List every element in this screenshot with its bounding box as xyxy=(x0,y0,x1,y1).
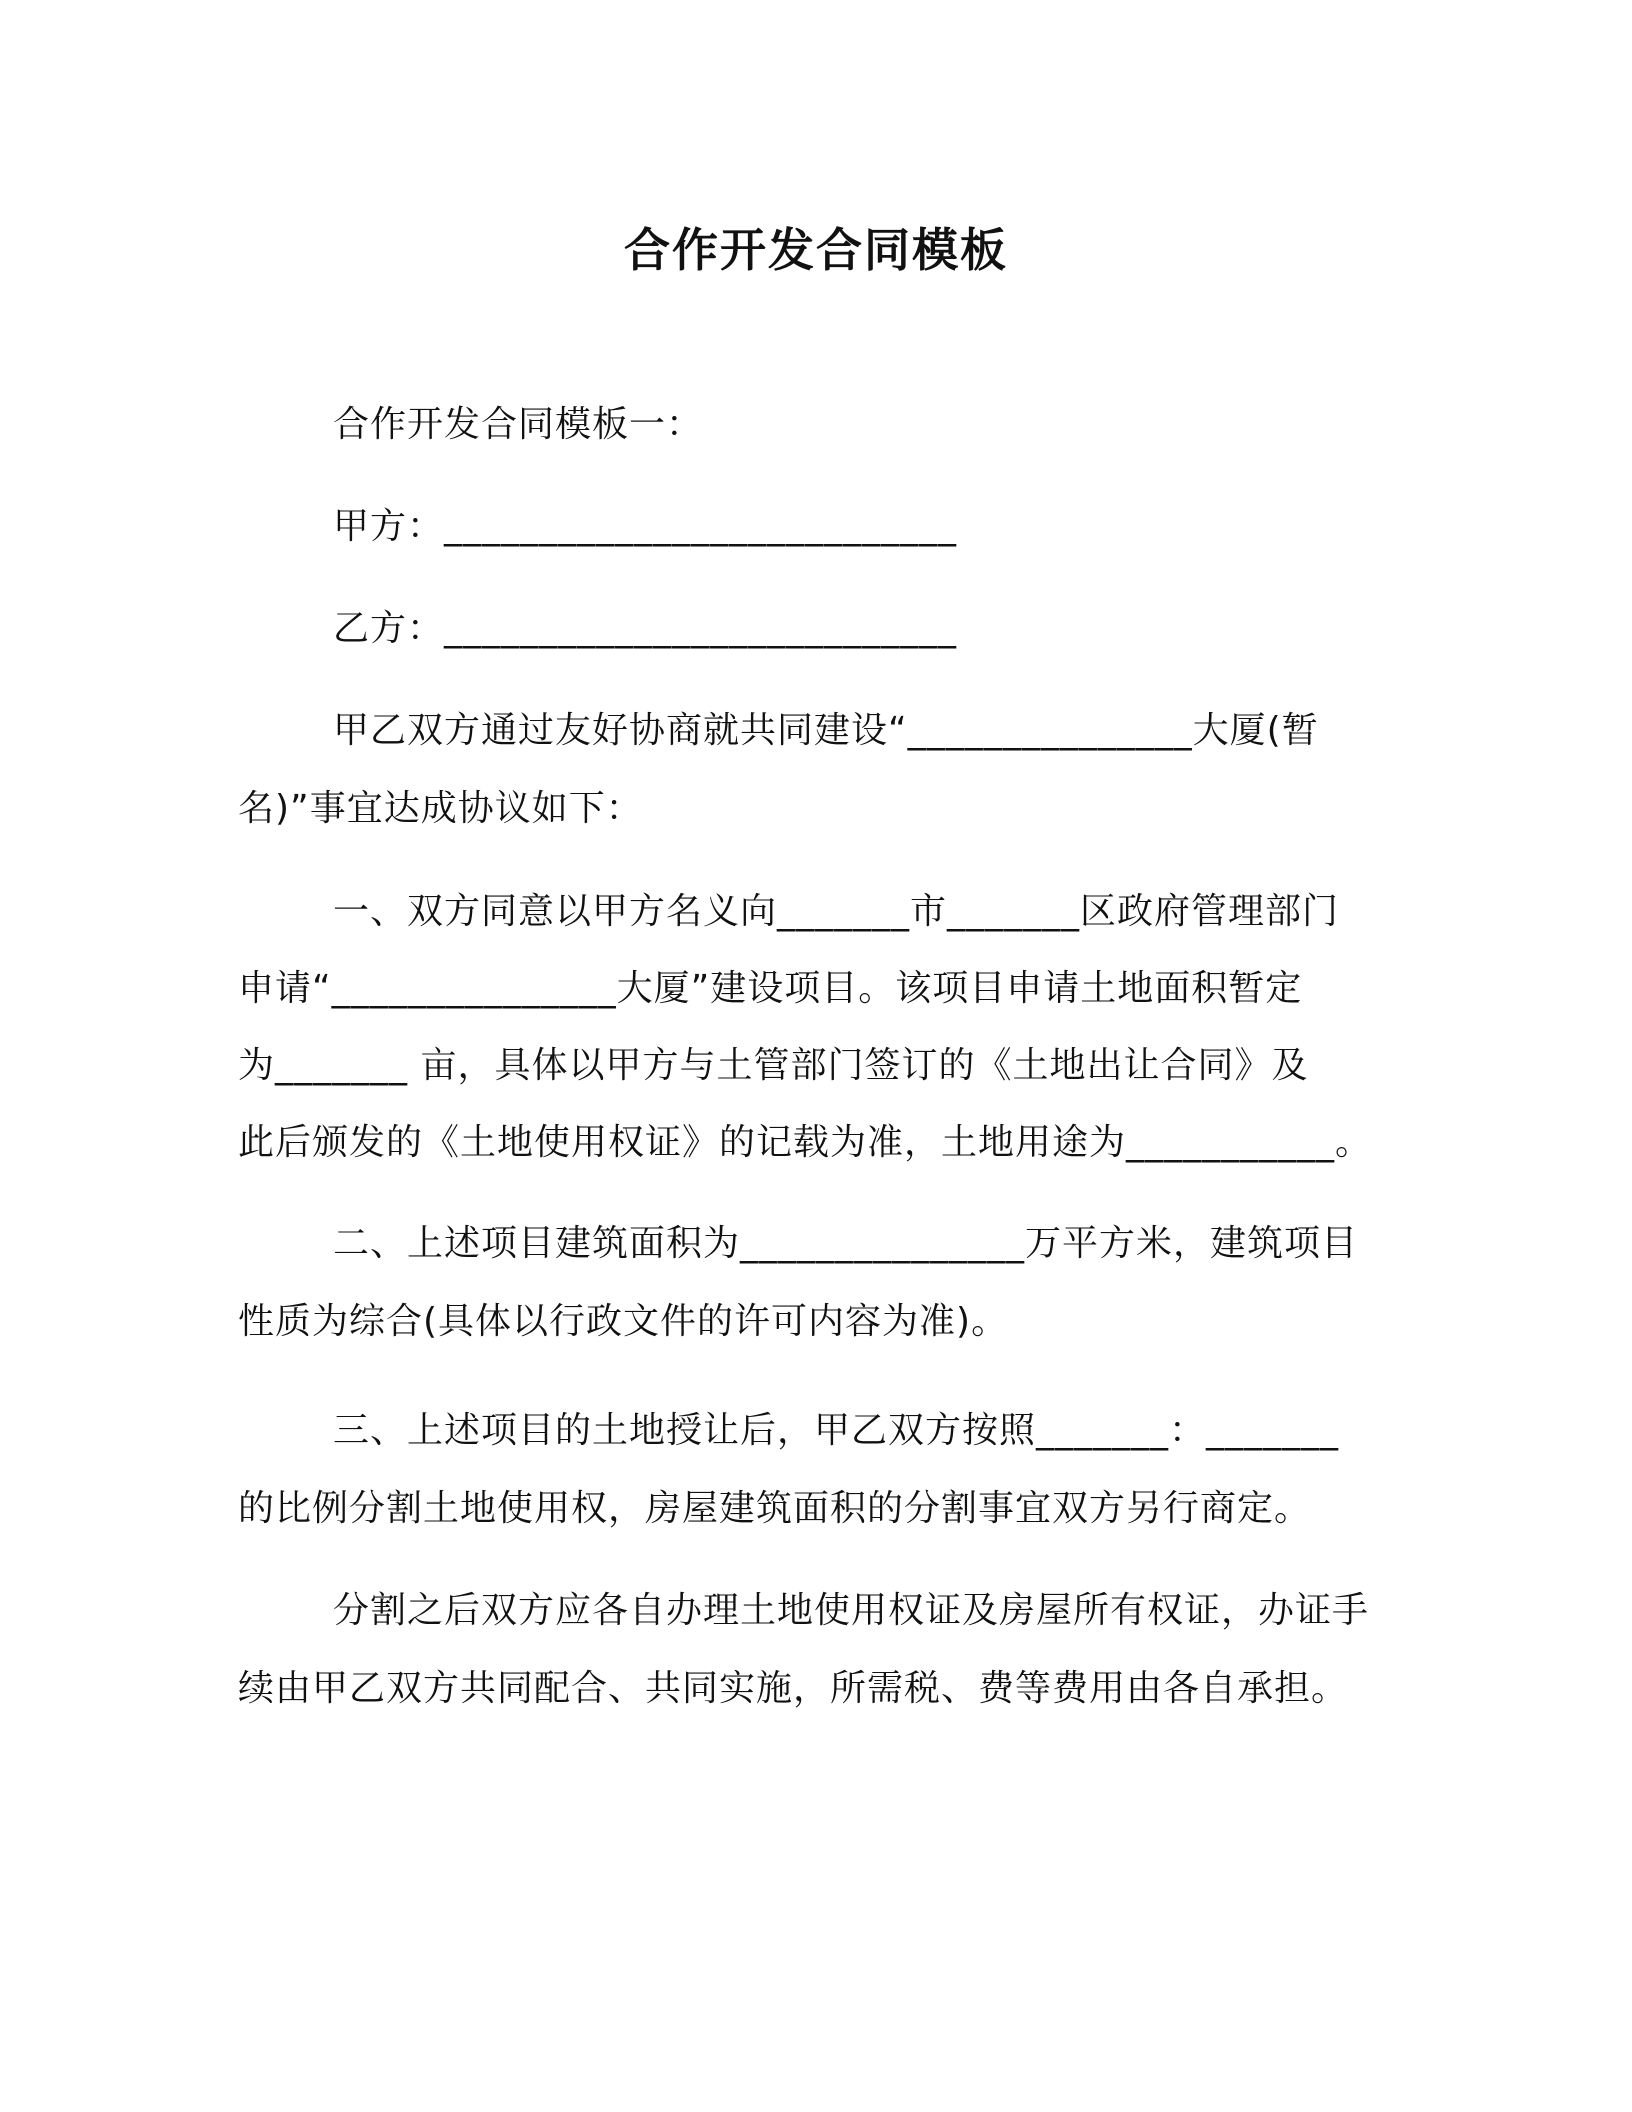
party-a-line: 甲方：___________________________ xyxy=(333,506,958,547)
clause-3-para-2-line-2: 续由甲乙双方共同配合、共同实施，所需税、费等费用由各自承担。 xyxy=(238,1668,1349,1709)
clause-3-line-1: 三、上述项目的土地授让后，甲乙双方按照_______：_______ xyxy=(333,1410,1340,1451)
clause-1-line-4: 此后颁发的《土地使用权证》的记载为准，土地用途为___________。 xyxy=(238,1122,1373,1163)
party-b-line: 乙方：___________________________ xyxy=(333,608,958,649)
preamble-line-2: 名)”事宜达成协议如下： xyxy=(238,788,643,829)
clause-3-para-2-line-1: 分割之后双方应各自办理土地使用权证及房屋所有权证，办证手 xyxy=(333,1590,1370,1631)
clause-3-line-2: 的比例分割土地使用权，房屋建筑面积的分割事宜双方另行商定。 xyxy=(238,1488,1312,1529)
clause-1-line-1: 一、双方同意以甲方名义向_______市_______区政府管理部门 xyxy=(333,891,1340,932)
document-title: 合作开发合同模板 xyxy=(624,223,1008,277)
section-heading: 合作开发合同模板一： xyxy=(333,404,704,445)
preamble-line-1: 甲乙双方通过友好协商就共同建设“_______________大厦(暂 xyxy=(333,710,1319,751)
clause-2-line-2: 性质为综合(具体以行政文件的许可内容为准)。 xyxy=(238,1301,1009,1342)
clause-2-line-1: 二、上述项目建筑面积为_______________万平方米，建筑项目 xyxy=(333,1223,1359,1264)
clause-1-line-3: 为_______ 亩，具体以甲方与土管部门签订的《土地出让合同》及 xyxy=(238,1045,1309,1086)
clause-1-line-2: 申请“_______________大厦”建设项目。该项目申请土地面积暂定 xyxy=(238,968,1303,1009)
